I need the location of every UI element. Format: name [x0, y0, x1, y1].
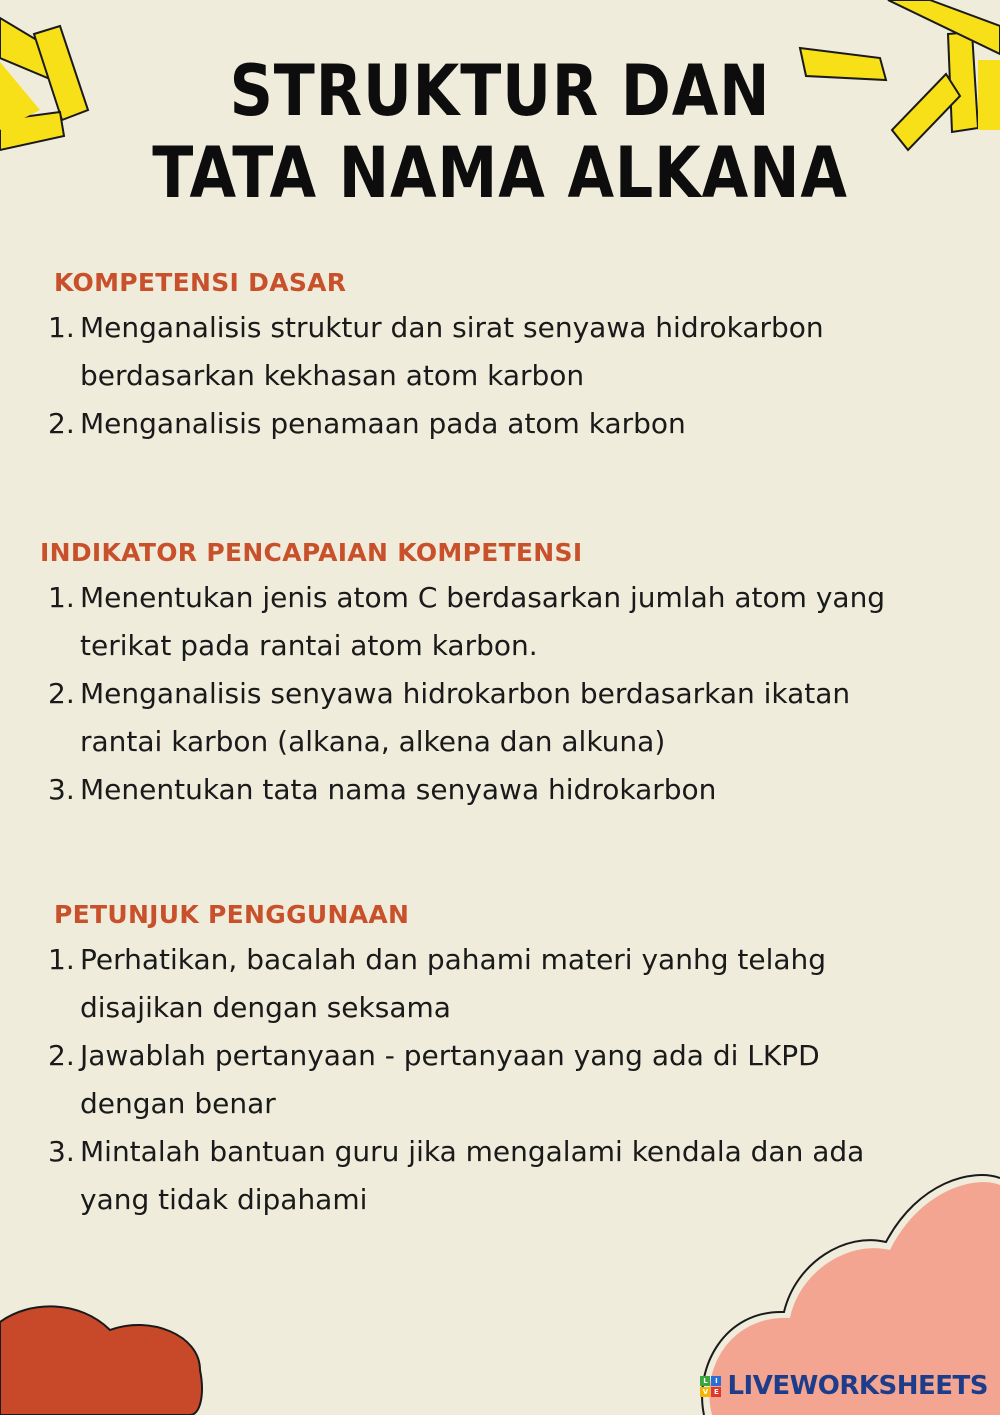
- list-item: [48, 1128, 908, 1224]
- list-item: [48, 670, 908, 766]
- list-item-number: 1.: [48, 581, 75, 614]
- list-item-text: Mintalah bantuan guru jika mengalami kendala dan ada yang tidak dipahami: [80, 1135, 865, 1216]
- list-item: [48, 766, 908, 814]
- logo-mark-letter: L: [700, 1376, 710, 1386]
- list-item-number: 2.: [48, 1039, 75, 1072]
- list-item: [48, 304, 908, 400]
- section-heading-indikator: INDIKATOR PENCAPAIAN KOMPETENSI: [40, 538, 583, 567]
- list-petunjuk: [48, 936, 908, 1224]
- list-indikator: [48, 574, 908, 814]
- section-heading-petunjuk: PETUNJUK PENGGUNAAN: [54, 900, 410, 929]
- list-item-text: Perhatikan, bacalah dan pahami materi yanhg telahg disajikan dengan seksama: [80, 943, 827, 1024]
- list-kompetensi-dasar: [48, 304, 908, 448]
- list-item-text: Menentukan jenis atom C berdasarkan jumlah atom yang terikat pada rantai atom karbon.: [80, 581, 886, 662]
- logo-mark-letter: V: [700, 1387, 710, 1397]
- liveworksheets-logo[interactable]: [700, 1371, 988, 1401]
- list-item-number: 2.: [48, 407, 75, 440]
- liveworksheets-text: LIVEWORKSHEETS: [727, 1371, 988, 1401]
- logo-mark-letter: E: [711, 1387, 721, 1397]
- list-item-text: Menganalisis senyawa hidrokarbon berdasarkan ikatan rantai karbon (alkana, alkena dan alkuna): [80, 677, 851, 758]
- list-item-text: Jawablah pertanyaan - pertanyaan yang ada di LKPD dengan benar: [80, 1039, 820, 1120]
- liveworksheets-mark-icon: [700, 1376, 721, 1397]
- section-heading-kompetensi-dasar: KOMPETENSI DASAR: [54, 268, 347, 297]
- list-item-number: 2.: [48, 677, 75, 710]
- logo-mark-letter: I: [711, 1376, 721, 1386]
- blob-bottom-left: [0, 1306, 202, 1415]
- list-item-number: 3.: [48, 1135, 75, 1168]
- list-item: [48, 400, 908, 448]
- list-item: [48, 1032, 908, 1128]
- list-item-text: Menganalisis struktur dan sirat senyawa hidrokarbon berdasarkan kekhasan atom karbon: [80, 311, 824, 392]
- list-item: [48, 936, 908, 1032]
- list-item-number: 1.: [48, 943, 75, 976]
- list-item-number: 1.: [48, 311, 75, 344]
- list-item-text: Menentukan tata nama senyawa hidrokarbon: [80, 773, 717, 806]
- list-item-text: Menganalisis penamaan pada atom karbon: [80, 407, 686, 440]
- page-title-line-2: TATA NAMA ALKANA: [152, 132, 848, 214]
- list-item: [48, 574, 908, 670]
- list-item-number: 3.: [48, 773, 75, 806]
- page-title-line-1: STRUKTUR DAN: [229, 50, 771, 132]
